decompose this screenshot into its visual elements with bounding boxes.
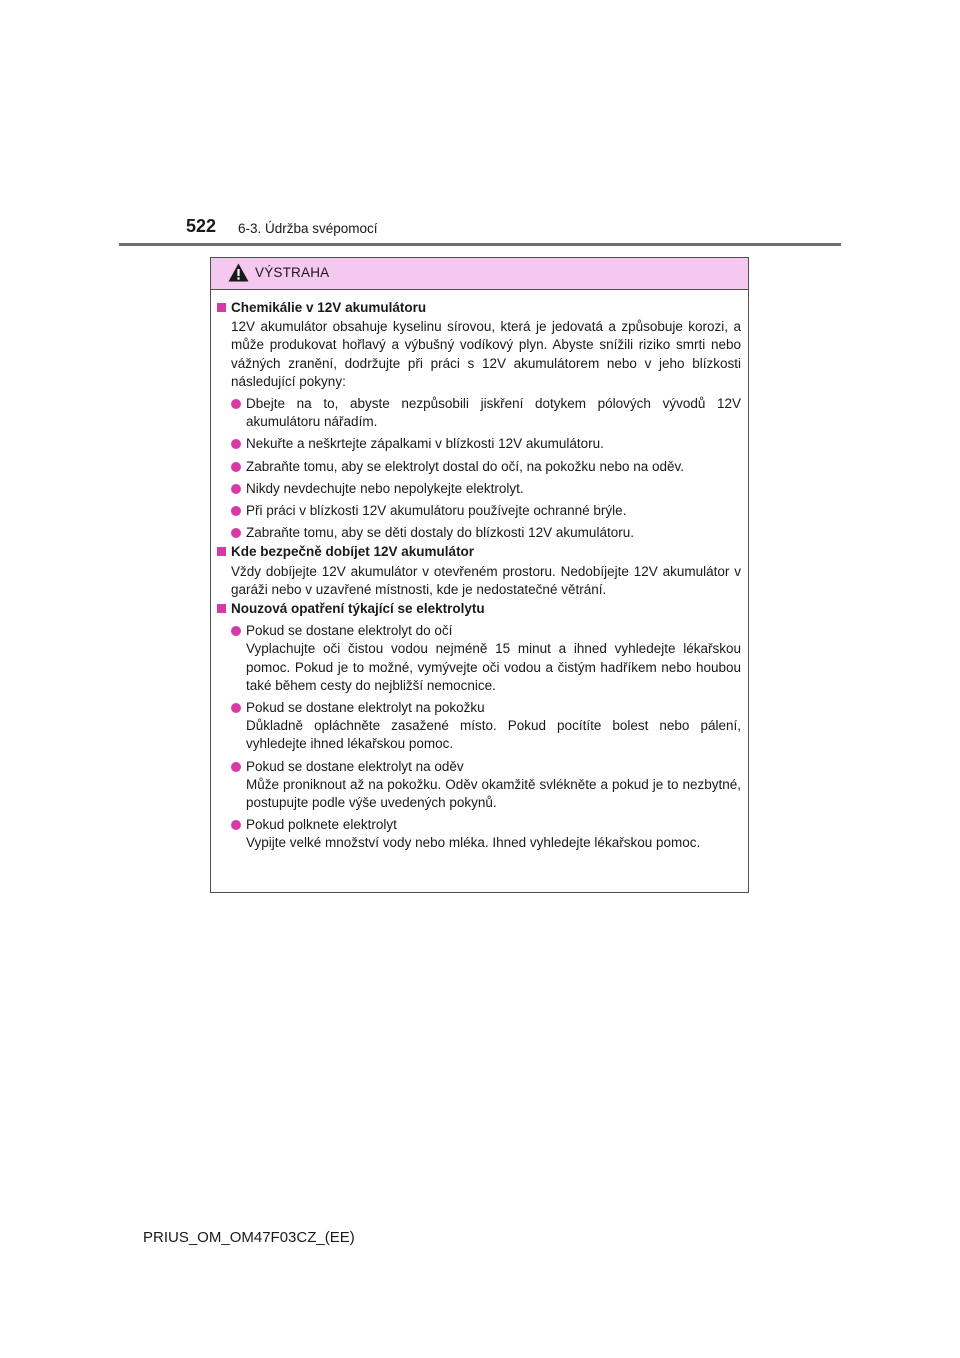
round-bullet-icon: [231, 399, 241, 409]
round-bullet-icon: [231, 626, 241, 636]
bullet-body: Nekuřte a neškrtejte zápalkami v blízkosti 12V akumulátoru.: [246, 436, 604, 452]
section-text: Vždy dobíjejte 12V akumulátor v otevřeném prostoru. Nedobíjejte 12V akumulátor v garáži nebo v uzavřené místnosti, kde je nedostatečné větrání.: [231, 563, 741, 597]
bullet-item: [217, 458, 741, 476]
square-bullet-icon: [217, 547, 226, 556]
bullet-text: [246, 435, 741, 453]
round-bullet-icon: [231, 439, 241, 449]
bullet-item: [217, 758, 741, 813]
bullet-text: [246, 622, 741, 695]
section-heading-text: Nouzová opatření týkající se elektrolytu: [231, 601, 485, 617]
round-bullet-icon: [231, 506, 241, 516]
round-bullet-icon: [231, 820, 241, 830]
document-code: PRIUS_OM_OM47F03CZ_(EE): [143, 1229, 355, 1246]
round-bullet-icon: [231, 462, 241, 472]
bullet-body: Vypijte velké množství vody nebo mléka. Ihned vyhledejte lékařskou pomoc.: [246, 835, 701, 851]
bullet-text: [246, 502, 741, 520]
bullet-body: Dbejte na to, abyste nezpůsobili jiskření dotykem pólových vývodů 12V akumulátoru nářadím.: [246, 396, 741, 430]
round-bullet-icon: [231, 528, 241, 538]
bullet-body: Při práci v blízkosti 12V akumulátoru používejte ochranné brýle.: [246, 503, 627, 519]
bullet-title: Pokud polknete elektrolyt: [246, 817, 397, 833]
bullet-text: [246, 395, 741, 431]
bullet-item: [217, 435, 741, 453]
bullet-item: [217, 524, 741, 542]
bullet-body: Nikdy nevdechujte nebo nepolykejte elektrolyt.: [246, 480, 524, 496]
bullet-title: Pokud se dostane elektrolyt na oděv: [246, 758, 464, 774]
section-heading: [217, 543, 741, 561]
warning-triangle-icon: [228, 263, 249, 282]
section-heading: [217, 600, 741, 618]
bullet-item: [217, 699, 741, 754]
bullet-text: [246, 480, 741, 498]
bullet-body: Vyplachujte oči čistou vodou nejméně 15 minut a ihned vyhledejte lékařskou pomoc. Pokud je to možné, vymývejte oči vodou a čistým hadříkem nebo houbou také během cesty do nejbližší nemocnice.: [246, 641, 741, 693]
bullet-text: [246, 758, 741, 813]
bullet-text: [246, 458, 741, 476]
round-bullet-icon: [231, 703, 241, 713]
bullet-body: Může proniknout až na pokožku. Oděv okamžitě svlékněte a pokud je to nezbytné, postupujte podle výše uvedených pokynů.: [246, 776, 741, 811]
round-bullet-icon: [231, 762, 241, 772]
bullet-body: Důkladně opláchněte zasažené místo. Pokud pocítíte bolest nebo pálení, vyhledejte ihned lékařskou pomoc.: [246, 718, 741, 752]
bullet-item: [217, 395, 741, 431]
section-heading-text: Chemikálie v 12V akumulátoru: [231, 300, 427, 315]
bullet-item: [217, 480, 741, 498]
section-heading-text: Kde bezpečně dobíjet 12V akumulátor: [231, 544, 475, 560]
section-title: 6-3. Údržba svépomocí: [238, 221, 378, 236]
bullet-text: [246, 524, 741, 542]
warning-box: [210, 257, 749, 893]
bullet-body: Zabraňte tomu, aby se elektrolyt dostal do očí, na pokožku nebo na oděv.: [246, 458, 685, 474]
section-text: 12V akumulátor obsahuje kyselinu sírovou, která je jedovatá a způsobuje korozi, a může produkovat hořlavý a výbušný vodíkový plyn. Abyste snížili riziko smrti nebo vážných zranění, dodržujte při práci s 12V akumulátorem nebo v jeho blízkosti následující pokyny:: [231, 319, 741, 389]
section-heading: [217, 299, 741, 317]
warning-section: [217, 600, 741, 853]
warning-header: [211, 258, 748, 290]
warning-section: [217, 299, 741, 542]
bullet-text: [246, 816, 741, 852]
warning-title: VÝSTRAHA: [255, 265, 330, 280]
page-number: 522: [186, 216, 217, 236]
bullet-item: [217, 622, 741, 695]
square-bullet-icon: [217, 604, 226, 613]
warning-body: [211, 290, 748, 853]
warning-section: [217, 543, 741, 599]
bullet-item: [217, 816, 741, 852]
bullet-text: [246, 699, 741, 754]
bullet-title: Pokud se dostane elektrolyt na pokožku: [246, 700, 485, 716]
square-bullet-icon: [217, 303, 226, 312]
header-rule: [119, 243, 841, 246]
round-bullet-icon: [231, 484, 241, 494]
bullet-title: Pokud se dostane elektrolyt do očí: [246, 623, 453, 639]
bullet-item: [217, 502, 741, 520]
bullet-body: Zabraňte tomu, aby se děti dostaly do blízkosti 12V akumulátoru.: [246, 525, 634, 541]
